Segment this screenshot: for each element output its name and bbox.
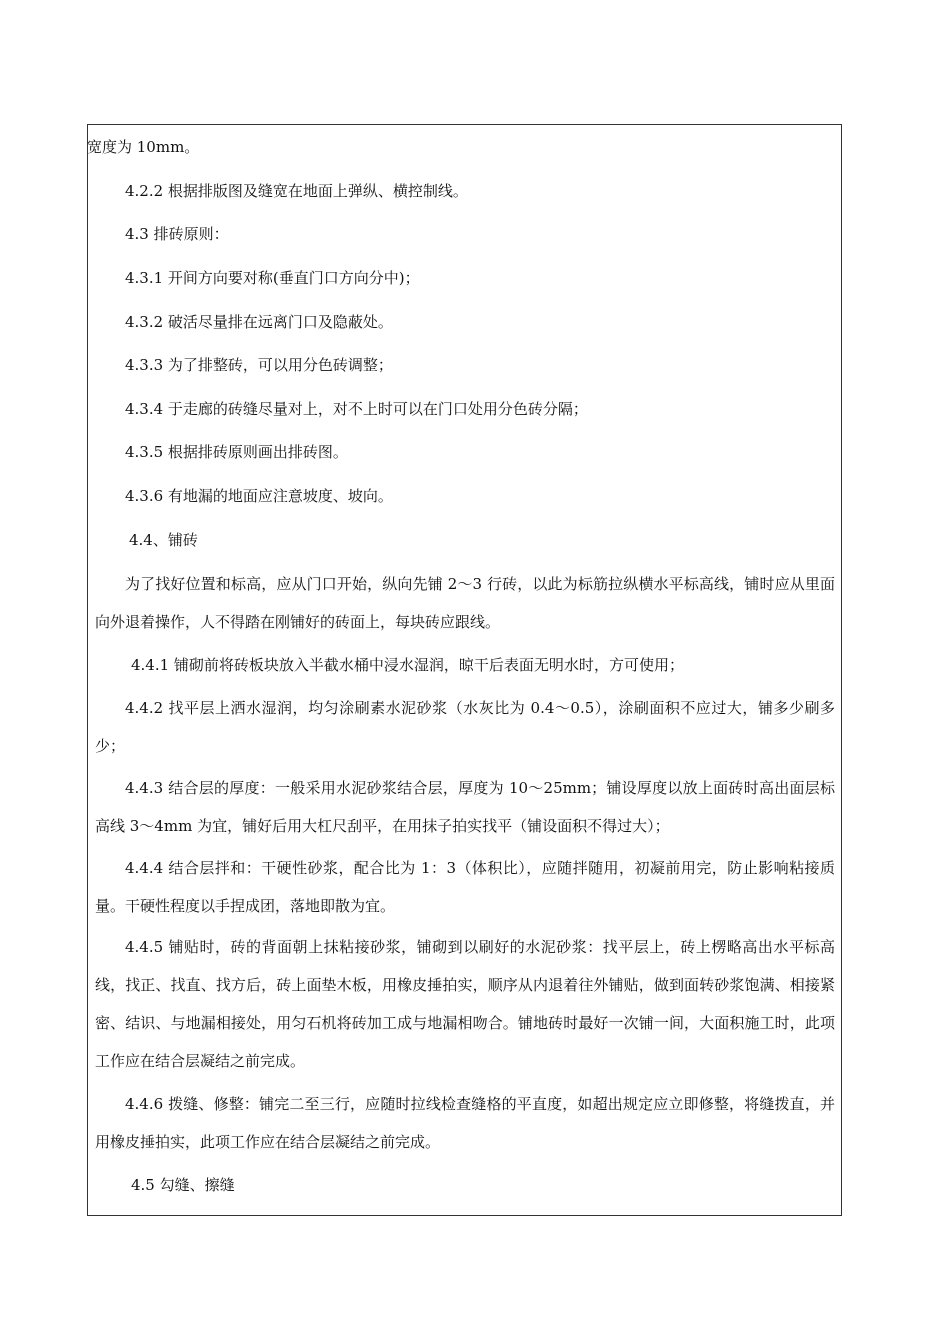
paragraph: 为了找好位置和标高，应从门口开始，纵向先铺 2～3 行砖，以此为标筋拉纵横水平标高线，铺时应从里面向外退着操作，人不得踏在刚铺好的砖面上，每块砖应跟线。: [95, 575, 835, 631]
text-line: 4.4、铺砖: [129, 531, 198, 549]
paragraph: 4.4.1 铺砌前将砖板块放入半截水桶中浸水湿润，晾干后表面无明水时，方可使用；: [131, 656, 684, 674]
text-line: 4.3.3 为了排整砖，可以用分色砖调整；: [125, 356, 393, 374]
paragraph: 4.4.6 拨缝、修整：铺完二至三行，应随时拉线检查缝格的平直度，如超出规定应立即修整，将缝拨直，并用橡皮捶拍实，此项工作应在结合层凝结之前完成。: [95, 1095, 835, 1151]
text-line: 4.3 排砖原则：: [125, 225, 229, 243]
text-line: 4.3.2 破活尽量排在远离门口及隐蔽处。: [125, 313, 393, 331]
text-line: 4.5 勾缝、擦缝: [131, 1176, 235, 1194]
text-line: 4.3.5 根据排砖原则画出排砖图。: [125, 443, 348, 461]
text-line: 4.3.6 有地漏的地面应注意坡度、坡向。: [125, 487, 393, 505]
text-line: 4.3.1 开间方向要对称(垂直门口方向分中)；: [125, 269, 420, 287]
paragraph: 4.4.3 结合层的厚度：一般采用水泥砂浆结合层，厚度为 10～25mm；铺设厚度以放上面砖时高出面层标高线 3～4mm 为宜，铺好后用大杠尺刮平，在用抹子拍实找平（铺设面积不得过大）；: [95, 779, 835, 835]
paragraph: 4.4.2 找平层上洒水湿润，均匀涂刷素水泥砂浆（水灰比为 0.4～0.5），涂刷面积不应过大，铺多少刷多少；: [95, 699, 835, 755]
text-line: 宽度为 10mm。: [87, 138, 200, 156]
paragraph: 4.4.4 结合层拌和：干硬性砂浆，配合比为 1：3（体积比），应随拌随用，初凝前用完，防止影响粘接质量。干硬性程度以手捏成团，落地即散为宜。: [95, 859, 835, 915]
paragraph: 4.4.5 铺贴时，砖的背面朝上抹粘接砂浆，铺砌到以刷好的水泥砂浆：找平层上，砖上楞略高出水平标高线，找正、找直、找方后，砖上面垫木板，用橡皮捶拍实，顺序从内退着往外铺贴，做到面转砂浆饱满、相接紧密、结识、与地漏相接处，用匀石机将砖加工成与地漏相吻合。铺地砖时最好一次铺一间，大面积施工时，此项工作应在结合层凝结之前完成。: [95, 938, 835, 1070]
text-line: 4.2.2 根据排版图及缝宽在地面上弹纵、横控制线。: [125, 182, 468, 200]
text-line: 4.3.4 于走廊的砖缝尽量对上，对不上时可以在门口处用分色砖分隔；: [125, 400, 588, 418]
